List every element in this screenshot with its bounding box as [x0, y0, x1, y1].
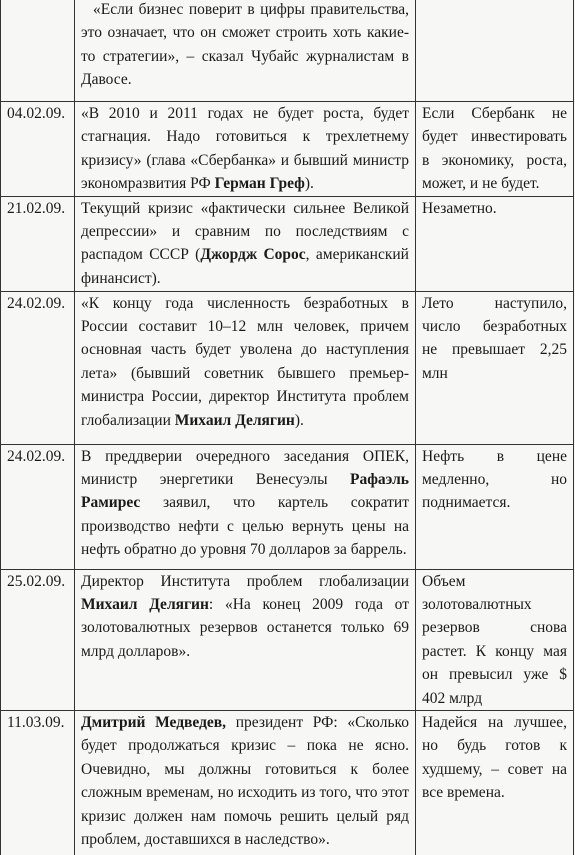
table-row — [1, 102, 574, 197]
text-segment: В преддверии очередного заседания ОПЕК, министр энергетики Венесуэлы — [81, 447, 409, 489]
table-row — [1, 444, 574, 569]
forecast-text-cell — [75, 444, 416, 569]
table-row — [1, 0, 574, 102]
text-segment: ). — [304, 175, 314, 193]
forecast-table-body — [1, 0, 574, 855]
comment-cell: Нефть в цене медленно, но поднимается. — [416, 444, 574, 569]
person-name: Герман Греф — [214, 175, 305, 193]
comment-cell — [416, 0, 574, 102]
comment-cell: Надейся на лучшее, но будь готов к худшему, – совет на все времена. — [416, 711, 574, 855]
comment-cell: Если Сбербанк не будет инвестировать в экономику, роста, может, и не будет. — [416, 102, 574, 197]
person-name: Джордж Сорос — [200, 246, 306, 264]
comment-cell: Объем золотовалютных резервов снова растет. К концу мая он превысил уже $ 402 млрд — [416, 569, 574, 710]
person-name: Рафаэль Рамирес — [81, 471, 409, 512]
person-name: Михаил Делягин — [174, 411, 295, 429]
date-cell: 04.02.09. — [1, 102, 75, 197]
text-segment: : «На конец 2009 года от золотовалютных резервов останется только 69 млрд долларов». — [81, 596, 409, 660]
text-segment: «В 2010 и 2011 годах не будет роста, будет стагнация. Надо готовиться к трехлетнему кризису» (глава «Сбербанка» и бывший министр экономразвития РФ — [81, 105, 409, 193]
forecast-text-cell — [75, 196, 416, 291]
date-cell: 21.02.09. — [1, 196, 75, 291]
comment-cell: Незаметно. — [416, 196, 574, 291]
forecast-text-cell — [75, 102, 416, 197]
person-name: Дмитрий Медведев, — [81, 714, 227, 732]
text-segment: ). — [294, 411, 304, 429]
text-segment: Текущий кризис «фактически сильнее Великой депрессии» и сравним по последствиям с распадом СССР ( — [81, 199, 409, 264]
text-segment: Директор Института проблем глобализации — [81, 572, 409, 590]
text-segment: «Если бизнес поверит в цифры правительства, это означает, что он сможет строить хоть какие-то стратегии», – сказал Чубайс журналистам в Давосе. — [81, 1, 409, 89]
text-segment: «К концу года численность безработных в России составит 10–12 млн человек, причем основная часть будет уволена до наступления лета» (бывший советник бывшего премьер-министра России, директор Института проблем глобализации — [81, 294, 409, 429]
forecast-text-cell — [75, 569, 416, 710]
table-row — [1, 196, 574, 291]
date-cell: 25.02.09. — [1, 569, 75, 710]
person-name: Михаил Делягин — [81, 596, 209, 614]
forecast-text-cell — [75, 711, 416, 855]
text-segment: заявил, что картель сократит производство нефти с целью вернуть цены на нефть обратно до уровня 70 долларов за баррель. — [81, 494, 409, 559]
text-segment: президент РФ: «Сколько будет продолжаться кризис – пока не ясно. Очевидно, мы должны готовиться к более сложным временам, но исходить из того, что этот кризис должен нам помочь решить целый ряд проблем, доставшихся в наследство». — [81, 714, 410, 849]
forecast-text-cell — [75, 291, 416, 444]
comment-cell: Лето наступило, число безработных не превышает 2,25 млн — [416, 291, 574, 444]
date-cell: 24.02.09. — [1, 291, 75, 444]
text-segment: , американский финансист). — [81, 246, 409, 287]
table-row — [1, 569, 574, 710]
table-row — [1, 711, 574, 855]
date-cell: 11.03.09. — [1, 711, 75, 855]
forecast-text-cell — [75, 0, 416, 102]
date-cell — [1, 0, 75, 102]
table-row — [1, 291, 574, 444]
date-cell: 24.02.09. — [1, 444, 75, 569]
